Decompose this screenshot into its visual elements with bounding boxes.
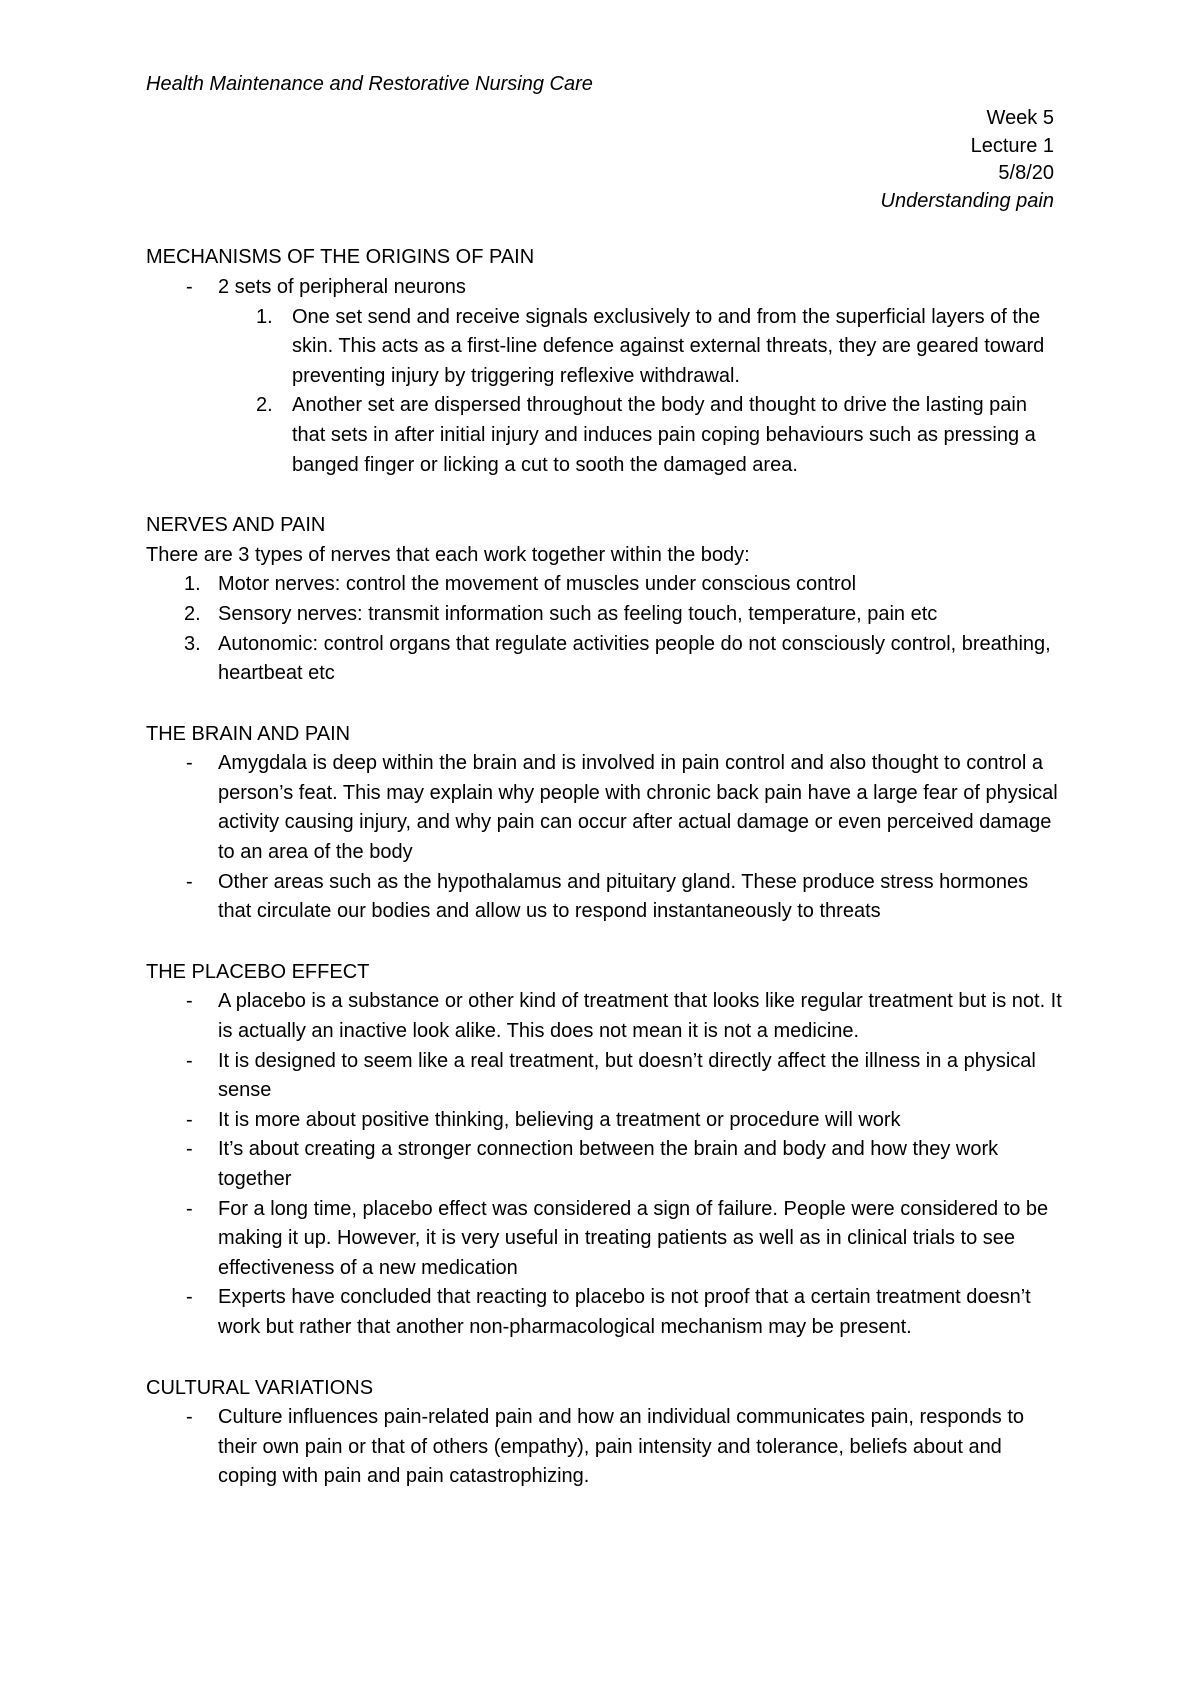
list-item xyxy=(146,868,1062,927)
list-item-text: Another set are dispersed throughout the body and thought to drive the lasting pain that sets in after initial injury and induces pain coping behaviours such as pressing a banged finger or licking a cut to sooth the damaged area. xyxy=(292,394,1036,476)
numbered-list xyxy=(146,570,1062,688)
list-item-text: Motor nerves: control the movement of muscles under conscious control xyxy=(218,573,857,596)
section-heading: NERVES AND PAIN xyxy=(146,514,326,537)
list-item-text: A placebo is a substance or other kind of treatment that looks like regular treatment but is not. It is actually an inactive look alike. This does not mean it is not a medicine. xyxy=(218,990,1062,1043)
list-item xyxy=(146,1135,1062,1194)
list-item-text: For a long time, placebo effect was considered a sign of failure. People were considered to be making it up. However, it is very useful in treating patients as well as in clinical trials to see effectiveness of a new medication xyxy=(218,1197,1049,1279)
list-item-text: It is designed to seem like a real treatment, but doesn’t directly affect the illness in a physical sense xyxy=(218,1049,1036,1102)
list-number: 2. xyxy=(184,602,201,625)
list-item-text: Experts have concluded that reacting to placebo is not proof that a certain treatment doesn’t work but rather that another non-pharmacological mechanism may be present. xyxy=(218,1286,1031,1338)
list-item xyxy=(146,1403,1062,1492)
list-item xyxy=(146,570,1062,600)
list-item xyxy=(146,1106,1062,1136)
bullet-list xyxy=(146,273,1062,303)
section-heading: THE PLACEBO EFFECT xyxy=(146,960,370,983)
section-heading: THE BRAIN AND PAIN xyxy=(146,722,351,745)
date-label: 5/8/20 xyxy=(998,162,1054,185)
list-item-text: It is more about positive thinking, believing a treatment or procedure will work xyxy=(218,1108,901,1131)
list-item-text: It’s about creating a stronger connection between the brain and body and how they work together xyxy=(218,1138,999,1190)
topic-label: Understanding pain xyxy=(880,189,1054,212)
list-item-text: Culture influences pain-related pain and how an individual communicates pain, responds to their own pain or that of others (empathy), pain intensity and tolerance, beliefs about and coping with pain and pain catastrophizing. xyxy=(218,1406,1025,1488)
numbered-list xyxy=(146,303,1062,481)
list-item xyxy=(146,273,1062,303)
section-heading: CULTURAL VARIATIONS xyxy=(146,1376,374,1399)
list-number: 1. xyxy=(184,573,201,596)
section-mechanisms xyxy=(146,243,1062,480)
list-number: 2. xyxy=(256,394,273,417)
list-item-text: Amygdala is deep within the brain and is involved in pain control and also thought to control a person’s feat. This may explain why people with chronic back pain have a large fear of physical activity causing injury, and why pain can occur after actual damage or even perceived damage to an area of the body xyxy=(218,752,1058,864)
list-number: 1. xyxy=(256,305,273,328)
list-number: 3. xyxy=(184,632,201,655)
section-intro: There are 3 types of nerves that each work together within the body: xyxy=(146,543,750,566)
list-item xyxy=(146,1047,1062,1106)
bullet-list xyxy=(146,749,1062,927)
section-brain xyxy=(146,720,1062,927)
list-item xyxy=(146,630,1062,689)
list-item-text: One set send and receive signals exclusively to and from the superficial layers of the skin. This acts as a first-line defence against external threats, they are geared toward preventing injury by triggering reflexive withdrawal. xyxy=(292,305,1045,387)
list-item xyxy=(146,987,1062,1046)
list-item xyxy=(146,1195,1062,1284)
list-item xyxy=(146,600,1062,630)
section-heading: MECHANISMS OF THE ORIGINS OF PAIN xyxy=(146,246,535,269)
lecture-meta xyxy=(146,104,1062,214)
list-item-text: 2 sets of peripheral neurons xyxy=(218,275,466,298)
list-item-text: Sensory nerves: transmit information such as feeling touch, temperature, pain etc xyxy=(218,602,938,625)
list-item xyxy=(146,391,1062,480)
list-item-text: Other areas such as the hypothalamus and pituitary gland. These produce stress hormones that circulate our bodies and allow us to respond instantaneously to threats xyxy=(218,870,1029,923)
lecture-label: Lecture 1 xyxy=(970,134,1054,157)
list-item xyxy=(146,303,1062,392)
document-body xyxy=(146,70,1062,1492)
bullet-list xyxy=(146,1403,1062,1492)
list-item xyxy=(146,1283,1062,1342)
section-nerves xyxy=(146,511,1062,689)
section-placebo xyxy=(146,958,1062,1343)
week-label: Week 5 xyxy=(986,107,1054,129)
section-cultural xyxy=(146,1374,1062,1492)
list-item-text: Autonomic: control organs that regulate activities people do not consciously control, breathing, heartbeat etc xyxy=(218,632,1051,685)
bullet-list xyxy=(146,987,1062,1342)
list-item xyxy=(146,749,1062,867)
course-title: Health Maintenance and Restorative Nursing Care xyxy=(146,73,593,95)
